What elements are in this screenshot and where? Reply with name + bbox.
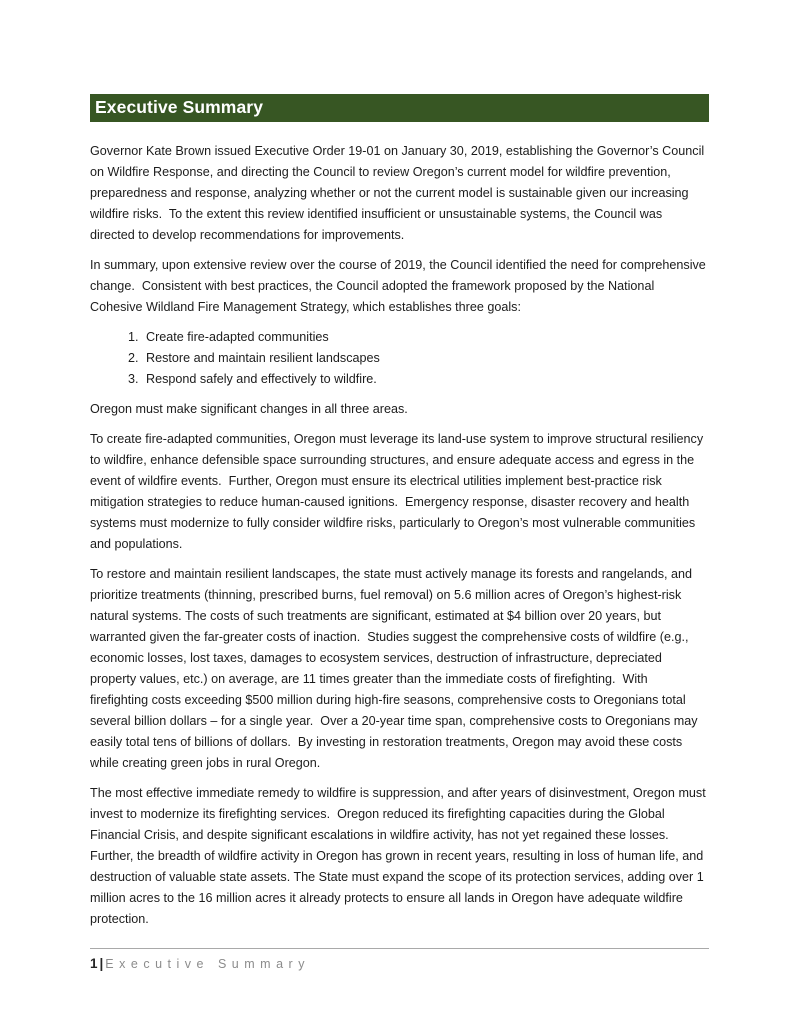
paragraph-intro: Governor Kate Brown issued Executive Order 19-01 on January 30, 2019, establishing the Governor’s Council on Wildfire Response, and directing the Council to review Oregon’s current model for wildfire prevention, preparedness and response, analyzing whether or not the current model is sustainable given our increasing wildfire risks. To the extent this review identified insufficient or unsustainable systems, the Council was directed to develop recommendations for improvements. — [90, 144, 708, 242]
footer-separator: | — [99, 956, 104, 971]
list-item-goal-1: 1. Create fire-adapted communities — [142, 327, 709, 348]
section-heading: Executive Summary — [95, 97, 264, 117]
paragraph-summary: In summary, upon extensive review over the course of 2019, the Council identified the need for comprehensive change. Consistent with best practices, the Council adopted the framework proposed by the National Cohesive Wildland Fire Management Strategy, which establishes three goals: — [90, 258, 710, 314]
goals-list — [90, 327, 709, 390]
footer-page-number: 1 — [90, 956, 98, 971]
paragraph-three-areas: Oregon must make significant changes in all three areas. — [90, 402, 408, 416]
paragraph-suppression: The most effective immediate remedy to wildfire is suppression, and after years of disinvestment, Oregon must invest to modernize its firefighting services. Oregon reduced its firefighting capacities during the Global Financial Crisis, and despite significant escalations in wildfire activity, has not yet regained these losses. Further, the breadth of wildfire activity in Oregon has grown in recent years, resulting in loss of human life, and destruction of valuable state assets. The State must expand the scope of its protection services, adding over 1 million acres to the 16 million acres it already protects to ensure all lands in Oregon have adequate wildfire protection. — [90, 786, 710, 926]
list-item-goal-2: 2. Restore and maintain resilient landscapes — [142, 348, 709, 369]
footer-section-label: Executive Summary — [105, 957, 310, 971]
page-footer — [90, 948, 709, 973]
list-item-goal-3: 3. Respond safely and effectively to wildfire. — [142, 369, 709, 390]
section-heading-bar — [90, 94, 709, 122]
paragraph-resilient-landscapes: To restore and maintain resilient landscapes, the state must actively manage its forests and rangelands, and prioritize treatments (thinning, prescribed burns, fuel removal) on 5.6 million acres of Oregon’s highest-risk natural systems. The costs of such treatments are significant, estimated at $4 billion over 20 years, but warranted given the far-greater costs of inaction. Studies suggest the comprehensive costs of wildfire (e.g., economic losses, lost taxes, damages to ecosystem services, destruction of infrastructure, depreciated property values, etc.) on average, are 11 times greater than the immediate costs of firefighting. With firefighting costs exceeding $500 million during high-fire seasons, comprehensive costs to Oregonians total several billion dollars – for a single year. Over a 20-year time span, comprehensive costs to Oregonians may easily total tens of billions of dollars. By investing in restoration treatments, Oregon may avoid these costs while creating green jobs in rural Oregon. — [90, 567, 702, 770]
paragraph-fire-adapted-communities: To create fire-adapted communities, Oregon must leverage its land-use system to improve structural resiliency to wildfire, enhance defensible space surrounding structures, and ensure adequate access and egress in the event of wildfire events. Further, Oregon must ensure its electrical utilities implement best-practice risk mitigation strategies to reduce human-caused ignitions. Emergency response, disaster recovery and health systems must modernize to fully consider wildfire risks, particularly to Oregon’s most vulnerable communities and populations. — [90, 432, 707, 551]
page-content — [90, 94, 709, 939]
